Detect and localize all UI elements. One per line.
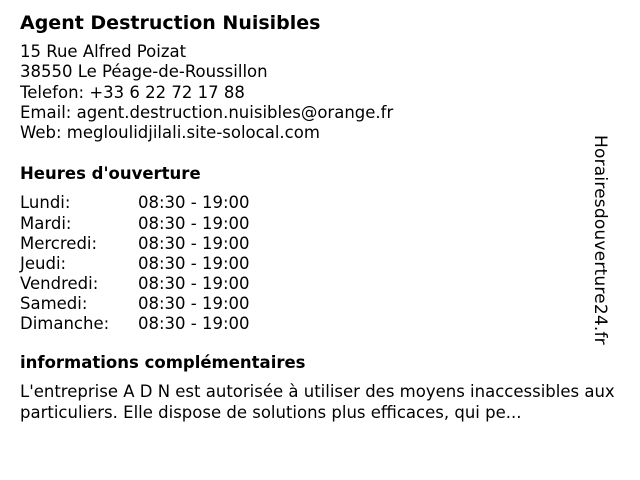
hours-time: 08:30 - 19:00 [138, 273, 250, 293]
hours-time: 08:30 - 19:00 [138, 193, 250, 213]
hours-day: Dimanche: [20, 314, 110, 334]
site-watermark: Horairesdouverture24.fr [590, 135, 610, 345]
hours-day: Vendredi: [20, 273, 99, 293]
hours-row-vendredi [20, 274, 620, 294]
business-name: Agent Destruction Nuisibles [20, 12, 321, 34]
email-address: Email: agent.destruction.nuisibles@orange.fr [20, 102, 394, 122]
hours-row-mercredi [20, 234, 620, 254]
address-city: 38550 Le Péage-de-Roussillon [20, 62, 268, 82]
additional-info-text: L'entreprise A D N est autorisée à utiliser des moyens inaccessibles aux particuliers. Elle dispose de solutions plus efficaces, qui pe... [20, 382, 615, 422]
hours-row-jeudi [20, 254, 620, 274]
opening-hours-list [20, 193, 620, 334]
address-street: 15 Rue Alfred Poizat [20, 42, 187, 61]
hours-row-dimanche [20, 314, 620, 334]
hours-row-lundi [20, 193, 620, 213]
website-address: Web: megloulidjilali.site-solocal.com [20, 123, 320, 143]
hours-row-mardi [20, 214, 620, 234]
hours-time: 08:30 - 19:00 [138, 213, 250, 233]
hours-time: 08:30 - 19:00 [138, 233, 250, 253]
hours-time: 08:30 - 19:00 [138, 253, 250, 273]
hours-day: Mardi: [20, 213, 72, 233]
hours-row-samedi [20, 294, 620, 314]
hours-day: Samedi: [20, 293, 88, 313]
hours-day: Lundi: [20, 193, 71, 213]
hours-day: Mercredi: [20, 233, 98, 253]
business-card [20, 10, 620, 423]
hours-day: Jeudi: [20, 253, 67, 273]
additional-info-title: informations complémentaires [20, 353, 306, 373]
hours-time: 08:30 - 19:00 [138, 293, 250, 313]
phone-number: Telefon: +33 6 22 72 17 88 [20, 82, 245, 102]
hours-time: 08:30 - 19:00 [138, 314, 250, 334]
opening-hours-title: Heures d'ouverture [20, 164, 201, 184]
